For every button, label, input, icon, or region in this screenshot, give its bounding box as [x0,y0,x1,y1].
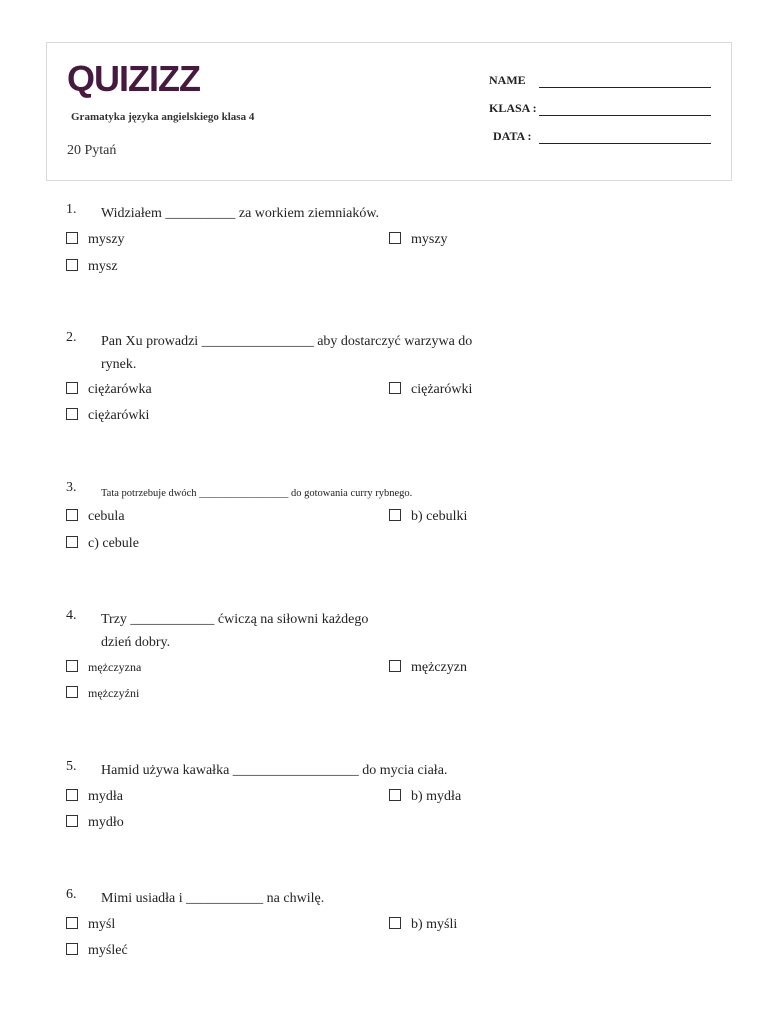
checkbox[interactable] [389,382,401,394]
checkbox[interactable] [66,686,78,698]
checkbox[interactable] [66,259,78,271]
question-number: 5. [66,759,77,774]
option-3[interactable]: c) cebule [66,536,139,552]
question-number: 2. [66,330,77,345]
question-number: 6. [66,887,77,902]
checkbox[interactable] [66,917,78,929]
question-text: Mimi usiadła i ___________ na chwilę. [101,891,325,906]
option-1[interactable]: myszy [66,232,125,248]
class-label: KLASA : [489,101,537,115]
question-text: Pan Xu prowadzi ________________ aby dostarczyć warzywa do rynek. [101,334,473,372]
date-line[interactable] [539,143,711,144]
question-count: 20 Pytań [67,143,117,158]
option-3[interactable]: myśleć [66,943,128,959]
checkbox[interactable] [66,660,78,672]
option-2[interactable]: ciężarówki [389,382,472,398]
name-label: NAME [489,73,526,87]
worksheet-subtitle: Gramatyka języka angielskiego klasa 4 [71,111,255,123]
option-1[interactable]: ciężarówka [66,382,152,398]
option-3[interactable]: mysz [66,259,118,275]
option-2[interactable]: b) cebulki [389,509,467,525]
option-1[interactable]: myśl [66,917,115,933]
date-label: DATA : [493,129,532,143]
question-text: Widziałem __________ za workiem ziemniaków. [101,206,380,221]
question-number: 4. [66,608,77,623]
checkbox[interactable] [66,382,78,394]
class-line[interactable] [539,115,711,116]
name-line[interactable] [539,87,711,88]
checkbox[interactable] [66,232,78,244]
question-number: 3. [66,480,77,495]
option-1[interactable]: mężczyzna [66,660,141,675]
option-1[interactable]: mydła [66,789,123,805]
checkbox[interactable] [66,536,78,548]
option-2[interactable]: mężczyzn [389,660,467,676]
option-3[interactable]: ciężarówki [66,408,149,424]
checkbox[interactable] [66,509,78,521]
option-3[interactable]: mydło [66,815,124,831]
checkbox[interactable] [66,815,78,827]
option-2[interactable]: myszy [389,232,448,248]
option-2[interactable]: b) myśli [389,917,457,933]
option-1[interactable]: cebula [66,509,125,525]
checkbox[interactable] [389,509,401,521]
checkbox[interactable] [389,917,401,929]
question-text: Tata potrzebuje dwóch _________________ do gotowania curry rybnego. [101,488,413,499]
question-text: Hamid używa kawałka __________________ do mycia ciała. [101,763,448,778]
checkbox[interactable] [66,943,78,955]
quizizz-logo: QUIZIZZ [67,58,200,99]
option-2[interactable]: b) mydła [389,789,461,805]
checkbox[interactable] [66,408,78,420]
checkbox[interactable] [389,660,401,672]
checkbox[interactable] [389,789,401,801]
checkbox[interactable] [66,789,78,801]
question-number: 1. [66,202,77,217]
worksheet-header [46,42,732,181]
checkbox[interactable] [389,232,401,244]
question-text: Trzy ____________ ćwiczą na siłowni każdego dzień dobry. [101,612,369,650]
option-3[interactable]: mężczyźni [66,686,139,701]
